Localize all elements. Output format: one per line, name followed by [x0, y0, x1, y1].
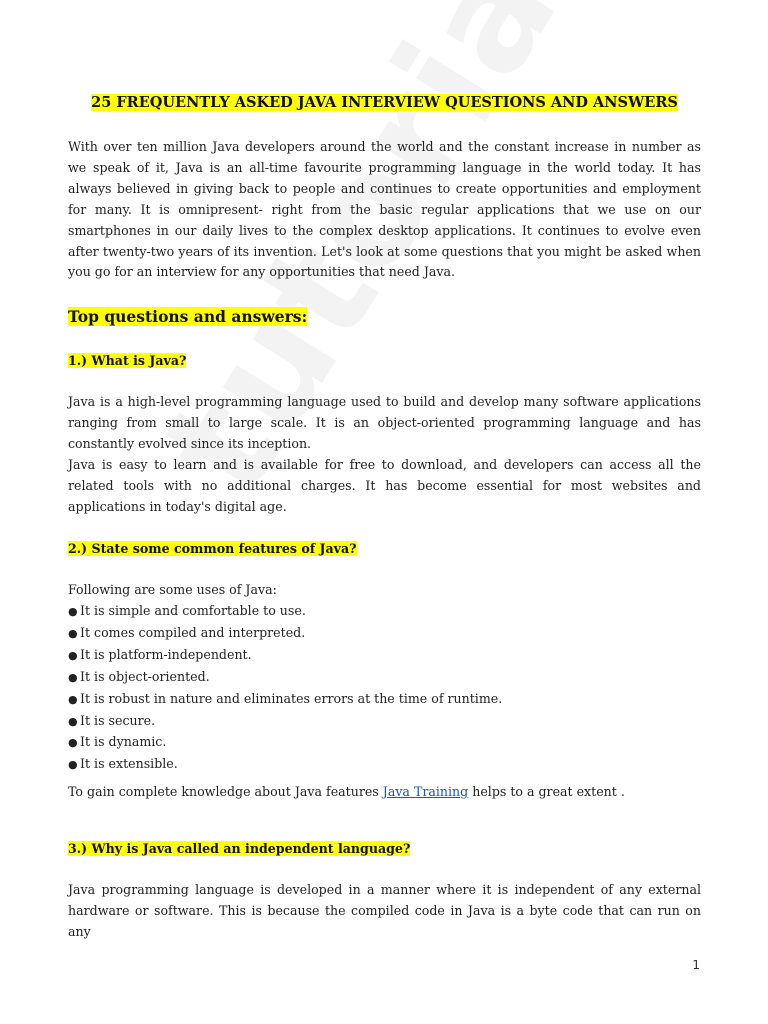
list-item-text: It is secure.: [80, 712, 156, 728]
bullet-icon: ●: [68, 714, 78, 728]
page-number: 1: [692, 958, 700, 972]
question-1-answer: [68, 392, 701, 517]
bullet-icon: ●: [68, 670, 78, 684]
question-3-heading: [68, 839, 410, 859]
list-item: [68, 689, 701, 711]
list-item: [68, 601, 701, 623]
list-item: [68, 645, 701, 667]
document-title: [68, 93, 701, 113]
training-prefix: To gain complete knowledge about Java features: [68, 784, 383, 799]
question-3-answer-text: Java programming language is developed in a manner where it is independent of any external hardware or software. This is because the compiled code in Java is a byte code that can run on any: [68, 882, 701, 939]
list-item: [68, 667, 701, 689]
intro-paragraph: [68, 137, 701, 283]
list-item-text: It is platform-independent.: [80, 646, 252, 662]
bullet-icon: ●: [68, 758, 78, 772]
list-item-text: It is extensible.: [80, 756, 178, 772]
section-heading-text: Top questions and answers:: [68, 307, 308, 326]
bullet-icon: ●: [68, 736, 78, 750]
question-1-answer-p2: Java is easy to learn and is available for free to download, and developers can access all the related tools with no additional charges. It has become essential for most websites and applications in today's digital age.: [68, 456, 701, 514]
question-2-heading: [68, 539, 357, 559]
intro-text: With over ten million Java developers around the world and the constant increase in number as we speak of it, Java is an all-time favourite programming language in the world today. It has always believed in giving back to people and continues to create opportunities and employment for many. It is omnipresent- right from the basic regular applications that we use on our smartphones in our daily lives to the complex desktop applications. It continues to evolve even after twenty-two years of its invention. Let's look at some questions that you might be asked when you go for an interview for any opportunities that need Java.: [68, 139, 701, 280]
training-suffix: helps to a great extent .: [468, 784, 625, 799]
list-item-text: It is dynamic.: [80, 734, 167, 750]
bullet-icon: ●: [68, 692, 78, 706]
list-item: [68, 754, 701, 776]
list-item: [68, 623, 701, 645]
bullet-icon: ●: [68, 605, 78, 618]
list-item: [68, 711, 701, 733]
bullet-icon: ●: [68, 648, 78, 662]
question-2-text: 2.) State some common features of Java?: [68, 541, 357, 556]
question-3-answer: [68, 880, 701, 943]
list-item-text: It is robust in nature and eliminates errors at the time of runtime.: [80, 690, 503, 706]
question-1-text: 1.) What is Java?: [68, 353, 187, 368]
question-1-answer-p1: Java is a high-level programming language used to build and develop many software applications ranging from small to large scale. It is an object-oriented programming language and has constantly evolved since its inception.: [68, 394, 701, 451]
question-3-text: 3.) Why is Java called an independent language?: [68, 841, 411, 856]
question-1-heading: [68, 351, 186, 371]
question-2-lead: Following are some uses of Java:: [68, 582, 277, 597]
java-training-link[interactable]: Java Training: [382, 784, 469, 799]
list-item-text: It is object-oriented.: [80, 668, 210, 684]
section-heading: [68, 306, 307, 328]
document-title-text: 25 FREQUENTLY ASKED JAVA INTERVIEW QUESTIONS AND ANSWERS: [91, 94, 678, 111]
bullet-icon: ●: [68, 626, 78, 640]
list-item: [68, 732, 701, 754]
features-list: [68, 601, 701, 776]
list-item-text: It is simple and comfortable to use.: [80, 603, 306, 618]
list-item-text: It comes compiled and interpreted.: [80, 624, 306, 640]
training-line: [68, 782, 701, 803]
